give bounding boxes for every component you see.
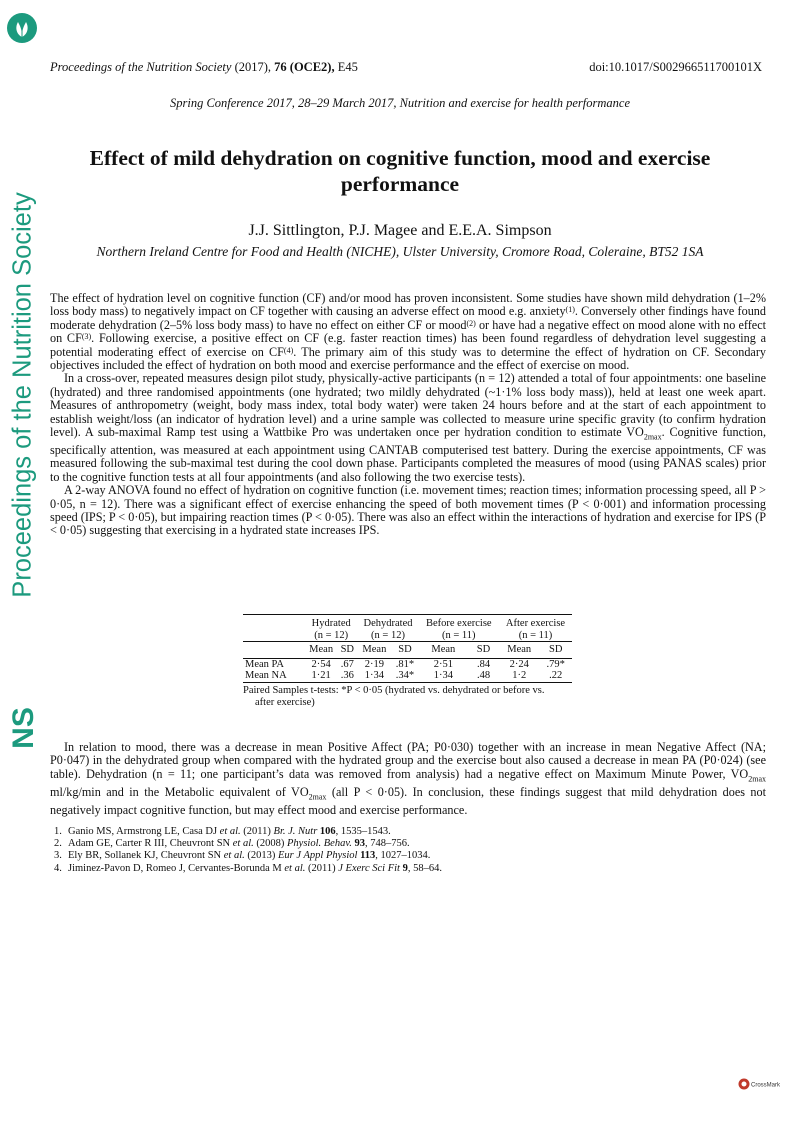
paragraph-intro: The effect of hydration level on cognitive function (CF) and/or mood has proven inconsistent. Some studies have shown mild dehydration (1–2% loss body mass) to negatively impact on CF together with causing an adverse effect on mood e.g. anxiety$^{(1)}$. Conversely other findings have found moderate dehydration (2–5% loss body mass) to have no effect on either CF or mood$^{(2)}$ or have had a negative effect on mood alone with no effect on CF$^{(3)}$. Following exercise, a positive effect on CF (e.g. faster reaction times) has been found regardless of dehydration level suggesting a potential moderating effect of exercise on CF$^{(4)}$. The primary aim of this study was to determine the effect of hydration on CF. Secondary objectives included the effect of hydration on both mood and exercise performance and the effect of exercise on mood. [50, 291, 766, 373]
journal-volume: 76 (OCE2), [274, 60, 335, 74]
col-mean: Mean [431, 644, 456, 655]
ns-logo-text: NS [7, 707, 40, 749]
table-row: Mean NA 1·21 .36 1·34 .34* 1·34 .48 1·2 .22 [243, 670, 572, 682]
authors: J.J. Sittlington, P.J. Magee and E.E.A. Simpson [248, 222, 552, 239]
col-mean: Mean [362, 644, 387, 655]
col-mean: Mean [309, 644, 334, 655]
ref-2[interactable]: (2) [466, 318, 476, 328]
reference-item: 3. Ely BR, Sollanek KJ, Cheuvront SN et al. (2013) Eur J Appl Physiol 113, 1027–1034. [54, 850, 431, 862]
group-header: Dehydrated (n = 12) [363, 618, 413, 641]
col-sd: SD [549, 644, 563, 655]
paragraph-methods: In a cross-over, repeated measures design pilot study, physically-active participants (n = 12) attended a total of four appointments: one baseline (hydrated) and three randomised appointments (one hydrated; two mildly dehydrated (~1·1% loss body mass)), held at least one week apart. Measures of anthropometry (weight, body mass index, total body water) were taken 24 hours before and at the start of each appointment to establish weight/loss (an indicator of hydration level) and a urine sample was collected to measure urine specific gravity (to confirm hydration level). A sub-maximal Ramp test using a Wattbike Pro was undertaken once per hydration condition to estimate $VO_{2max}$. Cognitive function, specifically attention, was measured at each appointment using CANTAB computerised test battery. During the exercise appointments, CF was measured following the sub-maximal test during the cool down phase. Participants completed the measures of mood (using PANAS scales) prior to the cognitive function tests at all four appointments (and also following the two exercise tests). [50, 371, 767, 484]
journal-year: (2017), [234, 60, 272, 74]
crossmark-icon[interactable] [738, 1077, 781, 1091]
reference-item: 1. Ganio MS, Armstrong LE, Casa DJ et al. (2011) Br. J. Nutr 106, 1535–1543. [54, 826, 391, 837]
doi: doi:10.1017/S002966511700101X [589, 60, 762, 74]
running-header [50, 60, 762, 75]
article-number: E45 [337, 60, 358, 74]
conference-line: Spring Conference 2017, 28–29 March 2017, Nutrition and exercise for health performance [169, 96, 630, 110]
paragraph-conclusion: In relation to mood, there was a decrease in mean Positive Affect (PA; P0·030) together with an increase in mean Negative Affect (NA; P0·047) in the dehydrated group when compared with the hydrated group and the exercise bout also caused a decrease in mean PA (P0·024) (see table). Dehydration (n = 11; one participant’s data was removed from analysis) had a negative effect on Maximum Minute Power, $VO_{2max}$ ml/kg/min and in the Metabolic equivalent of $VO_{2max}$ (all P < 0·05). In conclusion, these findings suggest that mild dehydration does not negatively impact cognitive function, but may effect mood and exercise performance. [50, 740, 766, 817]
reference-list [54, 826, 442, 875]
reference-item: 2. Adam GE, Carter R III, Cheuvront SN et al. (2008) Physiol. Behav. 93, 748–756. [54, 838, 410, 850]
journal-name: Proceedings of the Nutrition Society [50, 60, 232, 74]
table-row: Mean PA 2·54 .67 2·19 .81* 2·51 .84 2·24 .79* [243, 658, 572, 670]
journal-sidebar [0, 0, 46, 1123]
group-header: Before exercise (n = 11) [425, 618, 492, 641]
ref-1[interactable]: (1) [565, 305, 575, 315]
paragraph-results: A 2-way ANOVA found no effect of hydration on cognitive function (i.e. movement times; reaction times; information processing speed, all P > 0·05, n = 12). There was a significant effect of exercise enhancing the speed of both movement times (P < 0·001) and information processing speed (IPS; P < 0·05), but impairing reaction times (P < 0·05). There was also an effect within the interactions of hydration and exercise for IPS (P < 0·05) suggesting that exercising in a hydrated state increases IPS. [50, 483, 766, 538]
crossmark-label: CrossMark [751, 1082, 781, 1089]
table-footnote: Paired Samples t-tests: *P < 0·05 (hydrated vs. dehydrated or before vs. after exercise) [243, 684, 545, 708]
ref-3[interactable]: (3) [81, 332, 92, 342]
col-sd: SD [340, 644, 355, 655]
col-sd: SD [398, 644, 412, 655]
journal-vertical-title: Proceedings of the Nutrition Society [8, 192, 37, 598]
group-header: Hydrated (n = 12) [311, 618, 351, 641]
ref-4[interactable]: (4) [283, 345, 294, 355]
results-table [243, 614, 572, 709]
reference-item: 4. Jiminez-Pavon D, Romeo J, Cervantes-Borunda M et al. (2011) J Exerc Sci Fit 9, 58–64. [54, 862, 442, 874]
abstract-body-bottom [50, 741, 766, 817]
group-header: After exercise (n = 11) [505, 618, 566, 641]
affiliation: Northern Ireland Centre for Food and Health (NICHE), Ulster University, Cromore Road, Coleraine, BT52 1SA [96, 244, 704, 259]
ns-logo-icon [4, 688, 42, 768]
leaf-logo-icon [6, 12, 38, 44]
col-mean: Mean [507, 644, 532, 655]
col-sd: SD [476, 644, 491, 655]
paper-title: Effect of mild dehydration on cognitive function, mood and exercise performance [89, 146, 711, 196]
abstract-body-top [50, 292, 766, 538]
